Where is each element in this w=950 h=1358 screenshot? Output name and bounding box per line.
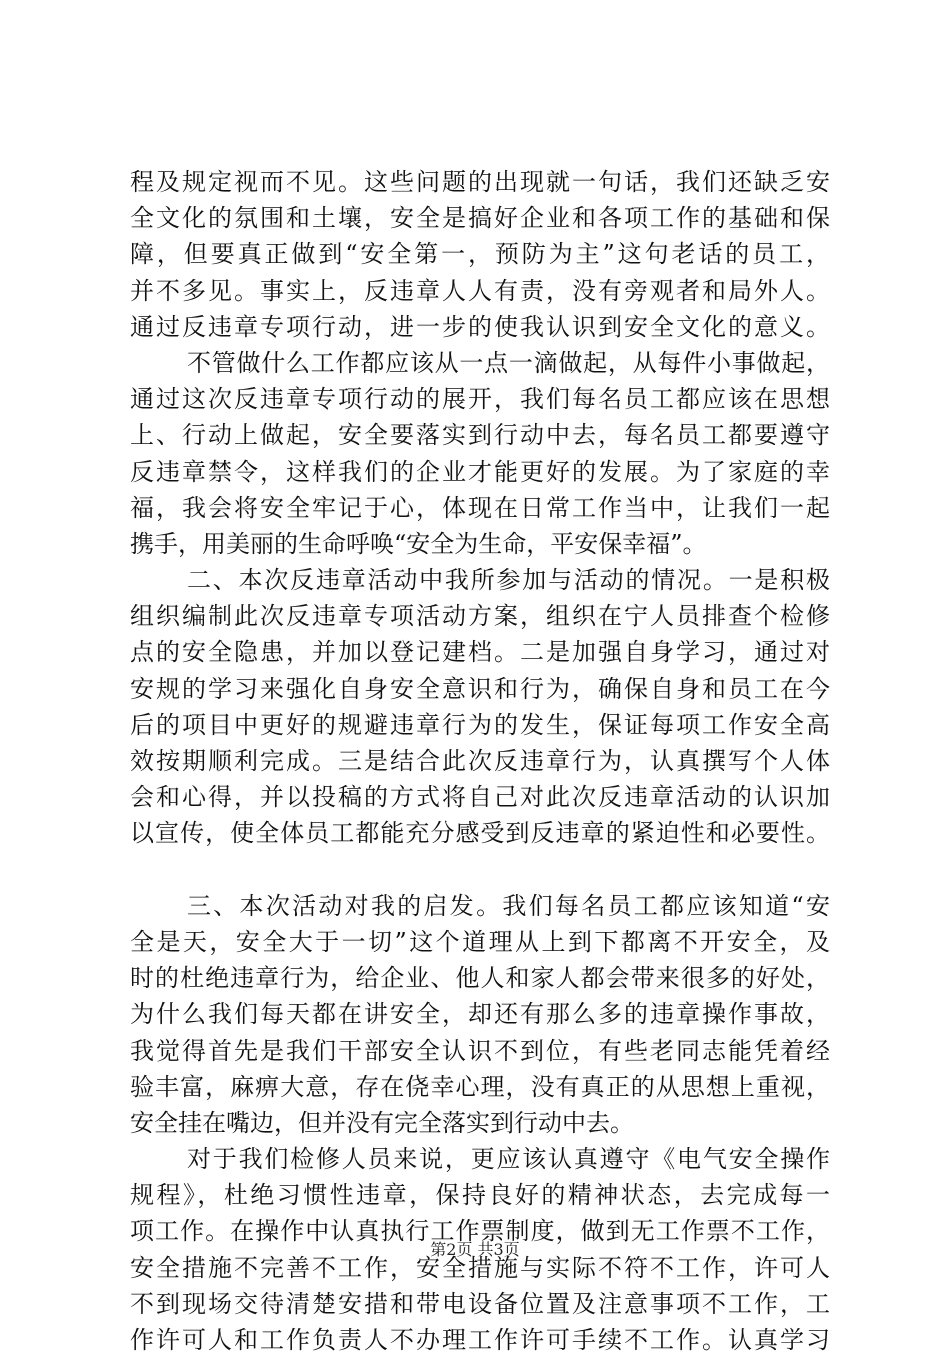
text-line: 二、本次反违章活动中我所参加与活动的情况。一是积极: [187, 566, 830, 595]
page-number-footer: 第2页 共3页: [430, 1240, 520, 1259]
text-line: 以宣传，使全体员工都能充分感受到反违章的紧迫性和必要性。: [130, 819, 830, 848]
text-line: 我觉得首先是我们干部安全认识不到位，有些老同志能凭着经: [130, 1036, 830, 1065]
text-line: 不管做什么工作都应该从一点一滴做起，从每件小事做起，: [187, 348, 830, 377]
text-line: 作许可人和工作负责人不办理工作许可手续不工作。认真学习: [130, 1326, 830, 1354]
text-line: 不到现场交待清楚安措和带电设备位置及注意事项不工作，工: [130, 1289, 830, 1318]
text-line: 安全挂在嘴边，但并没有完全落实到行动中去。: [130, 1108, 634, 1137]
text-line: 通过这次反违章专项行动的展开，我们每名员工都应该在思想: [130, 385, 830, 414]
text-line: 时的杜绝违章行为，给企业、他人和家人都会带来很多的好处，: [130, 964, 830, 993]
blank-line: [130, 852, 830, 888]
text-line: 后的项目中更好的规避违章行为的发生，保证每项工作安全高: [130, 710, 830, 739]
paragraph: [130, 562, 830, 852]
text-line: 验丰富，麻痹大意，存在侥幸心理，没有真正的从思想上重视，: [130, 1072, 830, 1101]
text-line: 组织编制此次反违章专项活动方案，组织在宁人员排查个检修: [130, 602, 830, 631]
paragraph: [130, 888, 830, 1141]
text-line: 点的安全隐患，并加以登记建档。二是加强自身学习，通过对: [130, 638, 830, 667]
document-body: [130, 164, 830, 1358]
paragraph: [130, 345, 830, 562]
paragraph: [130, 164, 830, 345]
text-line: 程及规定视而不见。这些问题的出现就一句话，我们还缺乏安: [130, 168, 830, 196]
text-line: 规程》，杜绝习惯性违章，保持良好的精神状态，去完成每一: [130, 1181, 830, 1210]
text-line: 安规的学习来强化自身安全意识和行为，确保自身和员工在今: [130, 674, 830, 703]
text-line: 三、本次活动对我的启发。我们每名员工都应该知道“安: [187, 891, 830, 920]
text-line: 安全措施不完善不工作，安全措施与实际不符不工作，许可人: [130, 1253, 830, 1282]
text-line: 通过反违章专项行动，进一步的使我认识到安全文化的意义。: [130, 312, 830, 341]
text-line: 全是天，安全大于一切”这个道理从上到下都离不开安全，及: [130, 927, 830, 956]
text-line: 会和心得，并以投稿的方式将自己对此次反违章活动的认识加: [130, 783, 830, 812]
text-line: 效按期顺利完成。三是结合此次反违章行为，认真撰写个人体: [130, 747, 830, 775]
text-line: 反违章禁令，这样我们的企业才能更好的发展。为了家庭的幸: [130, 457, 830, 486]
text-line: 携手，用美丽的生命呼唤“安全为生命，平安保幸福”。: [130, 529, 707, 558]
text-line: 对于我们检修人员来说，更应该认真遵守《电气安全操作: [187, 1145, 830, 1174]
text-line: 上、行动上做起，安全要落实到行动中去，每名员工都要遵守: [130, 421, 830, 450]
text-line: 障，但要真正做到“安全第一，预防为主”这句老话的员工，: [130, 240, 830, 269]
text-line: 福，我会将安全牢记于心，体现在日常工作当中，让我们一起: [130, 493, 830, 522]
text-line: 全文化的氛围和土壤，安全是搞好企业和各项工作的基础和保: [130, 204, 830, 233]
text-line: 为什么我们每天都在讲安全，却还有那么多的违章操作事故，: [130, 1000, 830, 1029]
text-line: 项工作。在操作中认真执行工作票制度，做到无工作票不工作，: [130, 1217, 830, 1246]
text-line: 并不多见。事实上，反违章人人有责，没有旁观者和局外人。: [130, 276, 830, 305]
